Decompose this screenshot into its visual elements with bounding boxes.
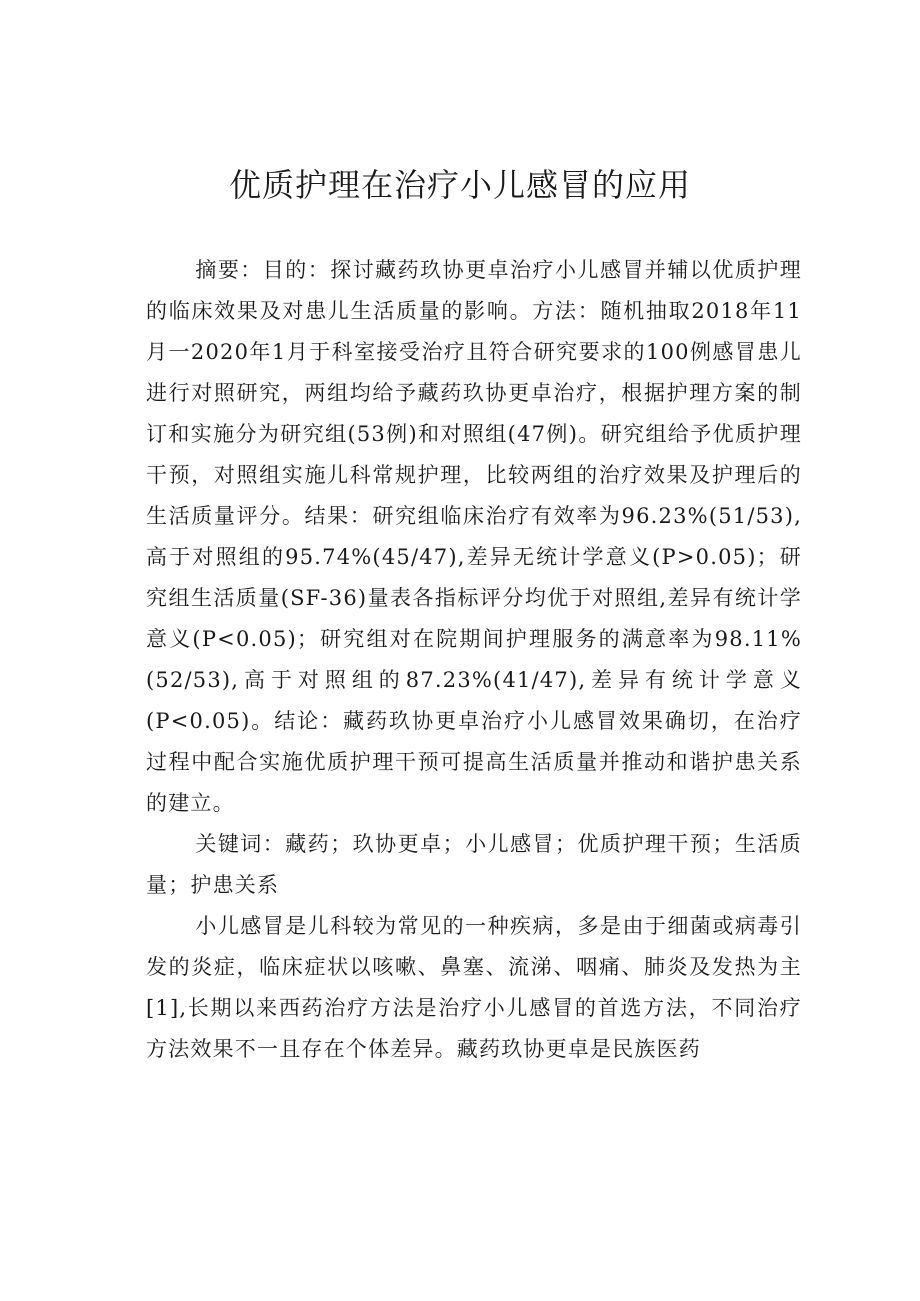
- body-text: [146, 250, 802, 1070]
- abstract-paragraph: 摘要：目的：探讨藏药玖协更卓治疗小儿感冒并辅以优质护理的临床效果及对患儿生活质量的影响。方法：随机抽取2018年11月一2020年1月于科室接受治疗且符合研究要求的100例感冒患儿进行对照研究，两组均给予藏药玖协更卓治疗，根据护理方案的制订和实施分为研究组(53例)和对照组(47例)。研究组给予优质护理干预，对照组实施儿科常规护理，比较两组的治疗效果及护理后的生活质量评分。结果：研究组临床治疗有效率为96.23%(51/53),高于对照组的95.74%(45/47),差异无统计学意义(P>0.05)；研究组生活质量(SF-36)量表各指标评分均优于对照组,差异有统计学意义(P<0.05)；研究组对在院期间护理服务的满意率为98.11%(52/53),高于对照组的87.23%(41/47),差异有统计学意义(P<0.05)。结论：藏药玖协更卓治疗小儿感冒效果确切，在治疗过程中配合实施优质护理干预可提高生活质量并推动和谐护患关系的建立。: [146, 258, 802, 815]
- intro-paragraph: 小儿感冒是儿科较为常见的一种疾病，多是由于细菌或病毒引发的炎症，临床症状以咳嗽、鼻塞、流涕、咽痛、肺炎及发热为主[1],长期以来西药治疗方法是治疗小儿感冒的首选方法，不同治疗方法效果不一且存在个体差异。藏药玖协更卓是民族医药: [146, 914, 802, 1061]
- paper-title: 优质护理在治疗小儿感冒的应用: [228, 166, 691, 204]
- keywords-paragraph: 关键词：藏药；玖协更卓；小儿感冒；优质护理干预；生活质量；护患关系: [146, 832, 802, 897]
